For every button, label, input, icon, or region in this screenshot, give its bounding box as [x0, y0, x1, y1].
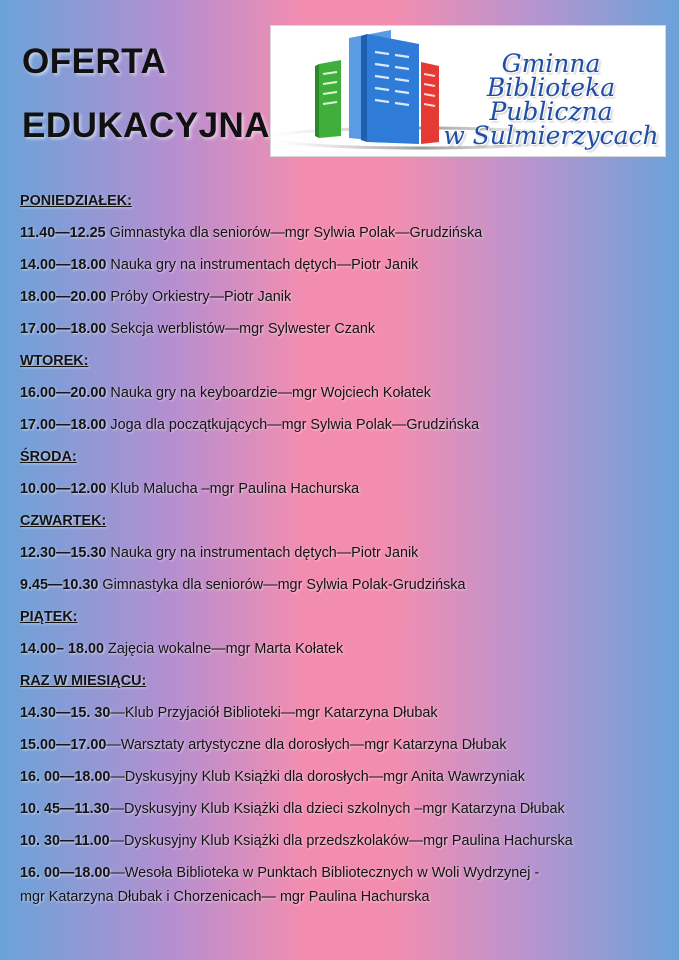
schedule-entry-continuation: mgr Katarzyna Dłubak i Chorzenicach— mgr Paulina Hachurska — [20, 889, 430, 905]
schedule-entry: 17.00—18.00 Sekcja werblistów—mgr Sylwester Czank — [20, 321, 376, 337]
day-heading: PONIEDZIAŁEK: — [20, 193, 132, 209]
schedule-entry: 10. 30—11.00—Dyskusyjny Klub Książki dla przedszkolaków—mgr Paulina Hachurska — [20, 833, 573, 849]
schedule-entry: 14.30—15. 30—Klub Przyjaciół Biblioteki—mgr Katarzyna Dłubak — [20, 705, 438, 721]
schedule-entry: 14.00– 18.00 Zajęcia wokalne—mgr Marta Kołatek — [20, 641, 344, 657]
schedule-entry: 18.00—20.00 Próby Orkiestry—Piotr Janik — [20, 289, 292, 305]
library-name — [435, 49, 666, 150]
day-heading: PIĄTEK: — [20, 609, 78, 625]
library-name-line-1: Gminna Biblioteka — [486, 49, 616, 102]
day-heading: RAZ W MIESIĄCU: — [20, 673, 147, 689]
day-heading: ŚRODA: — [20, 449, 77, 465]
schedule-entry: 12.30—15.30 Nauka gry na instrumentach dętych—Piotr Janik — [20, 545, 419, 561]
library-name-line-2: Publiczna — [489, 97, 613, 126]
title-line-1: OFERTA — [22, 42, 167, 81]
schedule-entry: 10. 45—11.30—Dyskusyjny Klub Książki dla dzieci szkolnych –mgr Katarzyna Dłubak — [20, 801, 565, 817]
library-logo — [270, 25, 666, 157]
library-name-line-3: w Sulmierzycach — [443, 121, 659, 150]
schedule-entry: 14.00—18.00 Nauka gry na instrumentach dętych—Piotr Janik — [20, 257, 419, 273]
schedule-entry: 16. 00—18.00—Dyskusyjny Klub Książki dla dorosłych—mgr Anita Wawrzyniak — [20, 769, 525, 785]
day-heading: CZWARTEK: — [20, 513, 107, 529]
title-line-2: EDUKACYJNA — [22, 106, 271, 145]
schedule-entry: 15.00—17.00—Warsztaty artystyczne dla dorosłych—mgr Katarzyna Dłubak — [20, 737, 507, 753]
schedule-entry: 10.00—12.00 Klub Malucha –mgr Paulina Hachurska — [20, 481, 360, 497]
day-heading: WTOREK: — [20, 353, 89, 369]
page-title — [22, 30, 270, 158]
schedule-entry: 16. 00—18.00—Wesoła Biblioteka w Punktach Bibliotecznych w Woli Wydrzynej - mgr Katarzyna Dłubak i Chorzenicach— mgr Paulina Hachurska — [20, 865, 540, 905]
schedule-entry: 9.45—10.30 Gimnastyka dla seniorów—mgr Sylwia Polak-Grudzińska — [20, 577, 466, 593]
schedule-entry: 17.00—18.00 Joga dla początkujących—mgr Sylwia Polak—Grudzińska — [20, 417, 480, 433]
schedule-entry: 16.00—20.00 Nauka gry na keyboardzie—mgr Wojciech Kołatek — [20, 385, 431, 401]
schedule-entry: 11.40—12.25 Gimnastyka dla seniorów—mgr Sylwia Polak—Grudzińska — [20, 225, 483, 241]
schedule — [20, 189, 660, 919]
